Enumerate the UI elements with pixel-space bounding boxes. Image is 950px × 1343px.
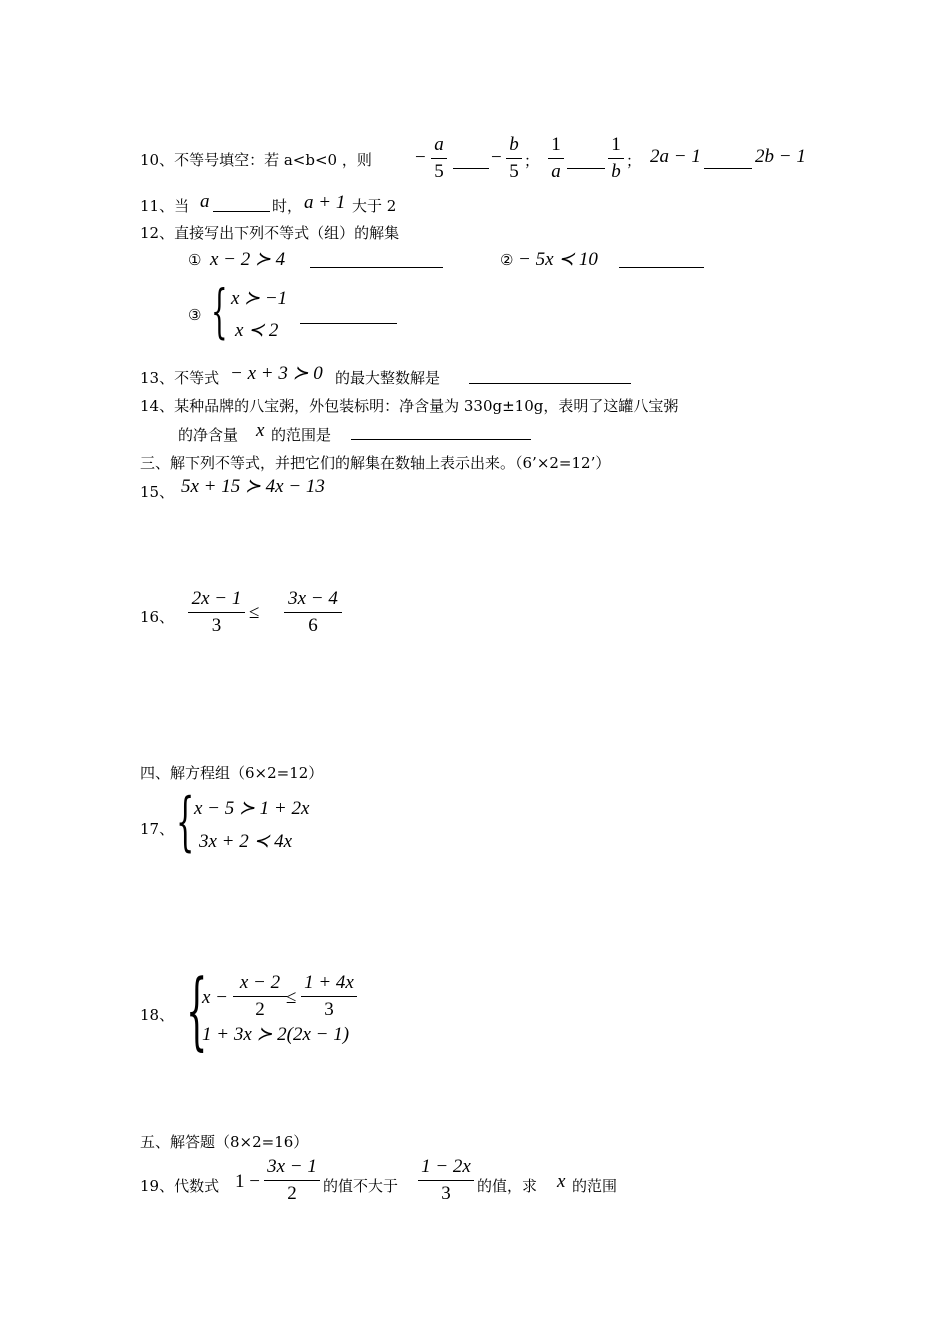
q10-label: 10、不等号填空：若 a<b<0 ，则 [140, 151, 372, 169]
q18-line2: 1 + 3x ≻ 2(2x − 1) [202, 1024, 350, 1045]
q13-prefix: 13、不等式 [140, 369, 220, 387]
q12-item3-marker: ③ [188, 306, 202, 324]
q12-item1-blank[interactable] [310, 267, 443, 268]
q10-blank-2[interactable] [567, 168, 605, 169]
q10-separator-2: ； [626, 152, 642, 170]
q12-item2-expr: − 5x ≺ 10 [518, 249, 598, 270]
q12-item1-expr: x − 2 ≻ 4 [210, 249, 286, 270]
q10-expr-left: 2a − 1 [650, 146, 701, 167]
q10-fraction-a-over-5: a 5 [431, 133, 447, 184]
q16-label: 16、 [140, 608, 175, 626]
q17-label: 17、 [140, 820, 175, 838]
q12-item3-blank[interactable] [300, 323, 397, 324]
q13-expr: − x + 3 ≻ 0 [230, 363, 323, 384]
q17-line2: 3x + 2 ≺ 4x [199, 831, 293, 852]
q13-suffix: 的最大整数解是 [335, 369, 441, 387]
q12-item2-blank[interactable] [619, 267, 704, 268]
q16-fraction-right: 3x − 4 6 [284, 587, 342, 638]
q10-fraction-b-over-5: b 5 [506, 133, 522, 184]
q12-item1-marker: ① [188, 251, 202, 269]
q18-operator: ≤ [286, 987, 297, 1008]
q18-label: 18、 [140, 1006, 175, 1024]
q14-line2-prefix: 的净含量 [178, 426, 239, 444]
q14-line2-suffix: 的范围是 [271, 426, 332, 444]
q10-blank-1[interactable] [453, 168, 489, 169]
q11-blank[interactable] [213, 211, 270, 212]
q12-item3-line2: x ≺ 2 [235, 320, 279, 341]
q19-suffix-b: 的范围 [572, 1177, 618, 1195]
q19-fraction-left: 3x − 1 2 [264, 1155, 320, 1206]
q19-var: x [557, 1171, 566, 1192]
q15-label: 15、 [140, 483, 175, 501]
q11-expr: a + 1 [304, 192, 346, 213]
q19-middle: 的值不大于 [323, 1177, 399, 1195]
q12-label: 12、直接写出下列不等式（组）的解集 [140, 224, 400, 242]
q10-expr-right: 2b − 1 [755, 146, 806, 167]
section-3-title: 三、解下列不等式，并把它们的解集在数轴上表示出来。（6’×2=12’） [140, 454, 611, 472]
q11-prefix: 11、当 [140, 197, 190, 215]
q19-one-minus: 1 − [235, 1171, 260, 1192]
section-4-title: 四、解方程组（6×2=12） [140, 764, 324, 782]
q10-fraction-1-over-b: 1 b [608, 133, 624, 184]
q14-blank[interactable] [351, 439, 531, 440]
q18-fraction-right: 1 + 4x 3 [301, 971, 357, 1022]
q10-fraction-1-over-a: 1 a [548, 133, 564, 184]
q16-operator: ≤ [249, 602, 260, 623]
q10-blank-3[interactable] [704, 168, 752, 169]
q19-suffix-a: 的值，求 [477, 1177, 538, 1195]
q19-prefix: 19、代数式 [140, 1177, 220, 1195]
q12-item2-marker: ② [500, 251, 514, 269]
section-5-title: 五、解答题（8×2=16） [140, 1133, 309, 1151]
q18-fraction-left: x − 2 2 [233, 971, 287, 1022]
q17-brace: { [176, 785, 195, 859]
q10-separator-1: ； [524, 152, 540, 170]
q15-expr: 5x + 15 ≻ 4x − 13 [181, 476, 325, 497]
q10-minus-1: − [415, 147, 426, 168]
q11-suffix: 大于 2 [352, 197, 397, 215]
q12-item3-line1: x ≻ −1 [231, 288, 288, 309]
q12-item3-brace: { [211, 277, 228, 345]
q11-var: a [200, 191, 210, 212]
q13-blank[interactable] [469, 383, 631, 384]
q14-var: x [256, 420, 265, 441]
q16-fraction-left: 2x − 1 3 [188, 587, 245, 638]
q18-line1-prefix: x − [202, 987, 229, 1008]
q10-minus-2: − [491, 147, 502, 168]
q14-line1: 14、某种品牌的八宝粥，外包装标明：净含量为 330g±10g，表明了这罐八宝粥 [140, 397, 679, 415]
q19-fraction-right: 1 − 2x 3 [418, 1155, 474, 1206]
q11-middle: 时， [272, 197, 303, 215]
q18-brace: { [186, 961, 208, 1059]
q17-line1: x − 5 ≻ 1 + 2x [194, 798, 310, 819]
